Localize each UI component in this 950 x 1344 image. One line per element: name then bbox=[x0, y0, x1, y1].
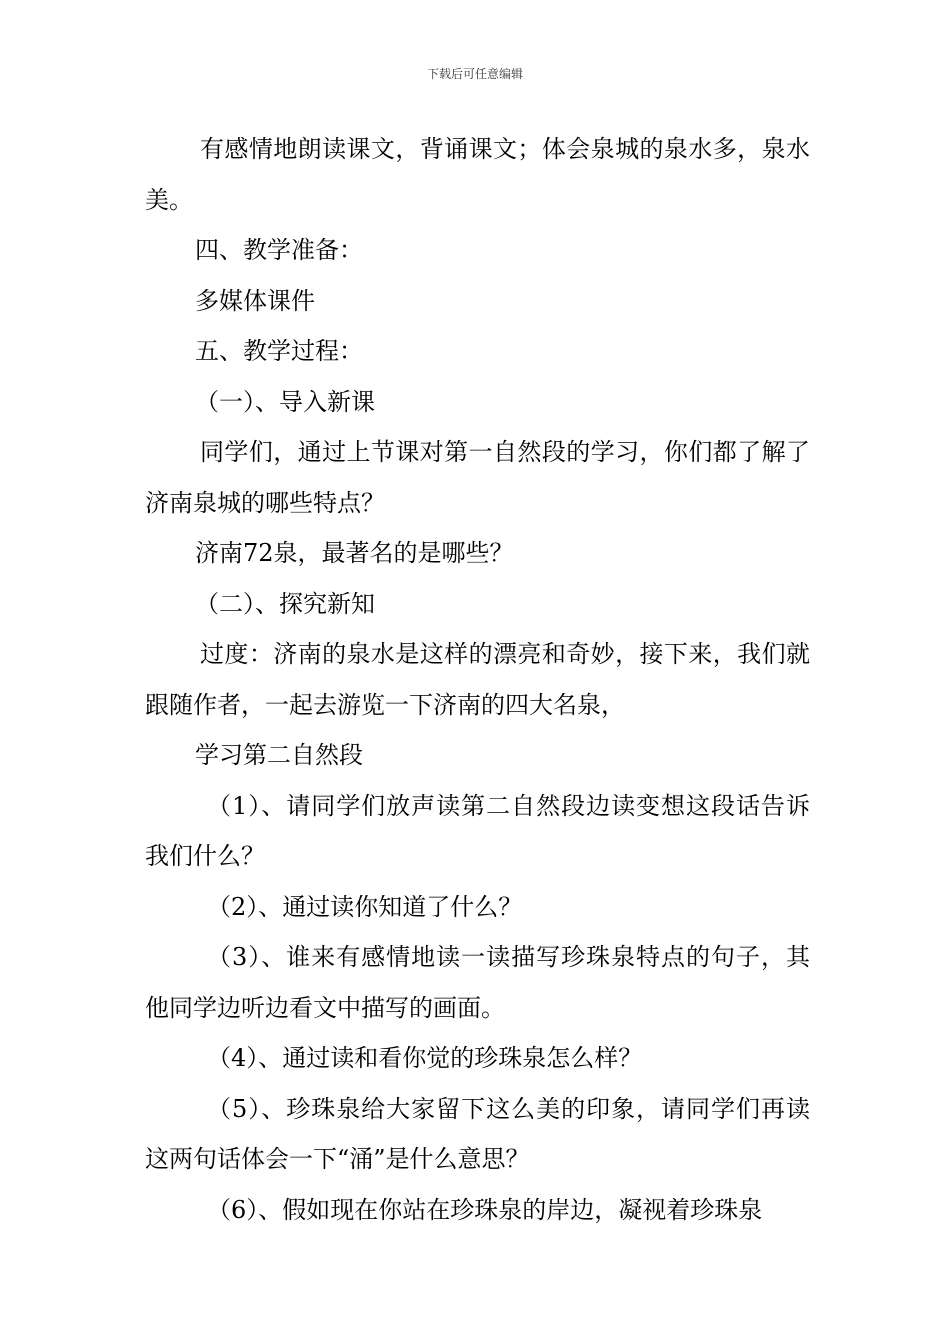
heading-teaching-preparation: 四、教学准备： bbox=[195, 236, 363, 264]
page-header: 下载后可任意编辑 bbox=[426, 67, 523, 81]
paragraph-objective: 有感情地朗读课文，背诵课文；体会泉城的泉水多，泉水美。 bbox=[145, 135, 810, 214]
list-item-3: （3）、谁来有感情地读一读描写珍珠泉特点的句子，其他同学边听边看文中描写的画面。 bbox=[145, 943, 810, 1022]
subheading-introduction: （一）、导入新课 bbox=[195, 387, 375, 416]
subheading-explore: （二）、探究新知 bbox=[195, 589, 375, 618]
list-item-4: （4）、通过读和看你觉的珍珠泉怎么样？ bbox=[207, 1044, 643, 1072]
paragraph-review-question: 同学们，通过上节课对第一自然段的学习，你们都了解了济南泉城的哪些特点？ bbox=[145, 438, 810, 517]
paragraph-72-springs: 济南72泉，最著名的是哪些？ bbox=[195, 539, 514, 567]
list-item-2: （2）、通过读你知道了什么？ bbox=[207, 892, 523, 921]
paragraph-multimedia: 多媒体课件 bbox=[195, 286, 315, 315]
heading-teaching-process: 五、教学过程： bbox=[195, 337, 363, 365]
document-body bbox=[145, 124, 810, 1235]
list-item-1: （1）、请同学们放声读第二自然段边读变想这段话告诉我们什么？ bbox=[145, 791, 810, 870]
list-item-6: （6）、假如现在你站在珍珠泉的岸边，凝视着珍珠泉 bbox=[207, 1195, 763, 1224]
list-item-5: （5）、珍珠泉给大家留下这么美的印象，请同学们再读这两句话体会一下“涌”是什么意思？ bbox=[145, 1094, 810, 1173]
paragraph-second-section: 学习第二自然段 bbox=[195, 741, 363, 769]
paragraph-transition: 过度：济南的泉水是这样的漂亮和奇妙，接下来，我们就跟随作者，一起去游览一下济南的四大名泉， bbox=[145, 640, 810, 719]
